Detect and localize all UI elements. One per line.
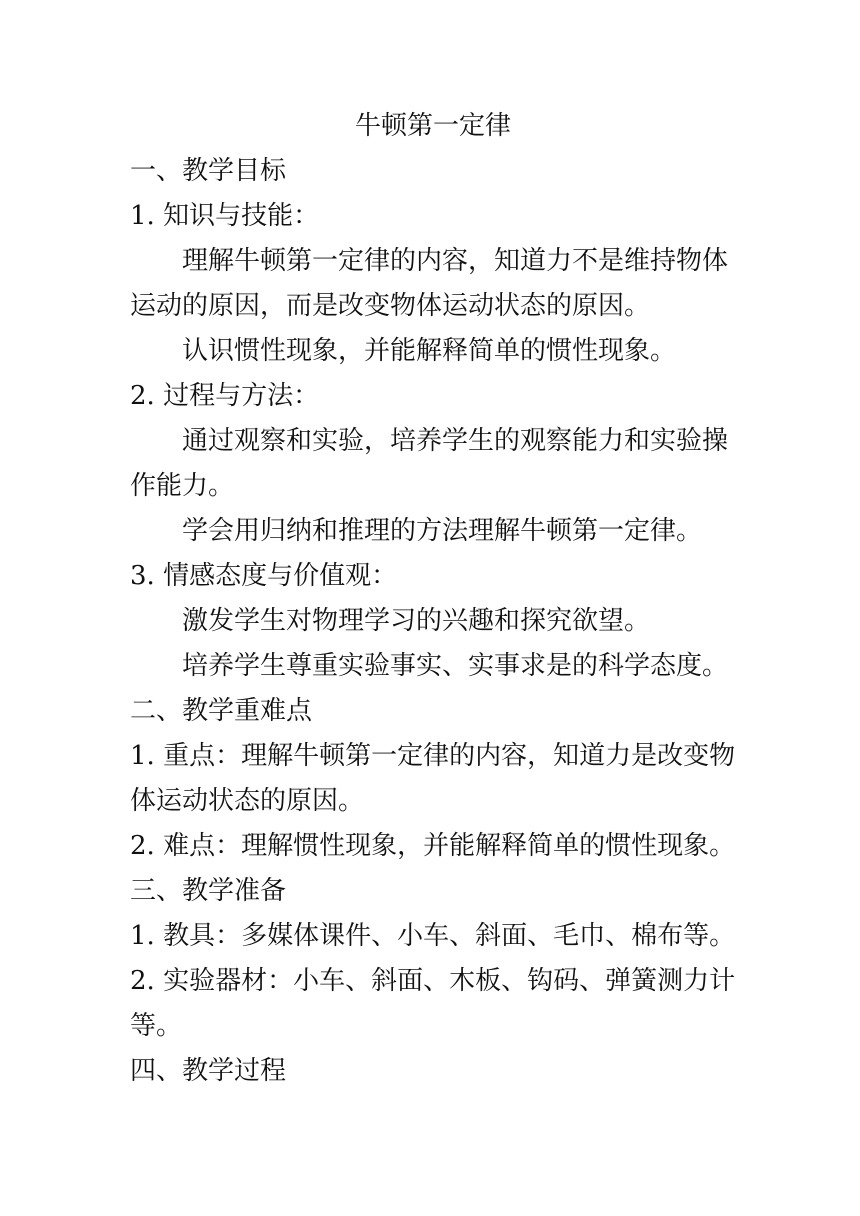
document-page <box>130 104 736 1094</box>
item-process-methods: 2. 过程与方法： <box>130 381 320 411</box>
paragraph-line: 等。 <box>130 1011 183 1041</box>
item-lab-equipment: 2. 实验器材：小车、斜面、木板、钩码、弹簧测力计 <box>130 966 736 996</box>
paragraph-line: 培养学生尊重实验事实、实事求是的科学态度。 <box>182 651 729 681</box>
item-knowledge-skills: 1. 知识与技能： <box>130 201 320 231</box>
item-key-point: 1. 重点：理解牛顿第一定律的内容，知道力是改变物 <box>130 741 736 771</box>
paragraph-line: 作能力。 <box>130 471 235 501</box>
item-difficult-point: 2. 难点：理解惯性现象，并能解释简单的惯性现象。 <box>130 831 736 861</box>
item-attitudes-values: 3. 情感态度与价值观： <box>130 561 398 591</box>
paragraph-line: 学会用归纳和推理的方法理解牛顿第一定律。 <box>182 516 703 546</box>
paragraph-line: 运动的原因，而是改变物体运动状态的原因。 <box>130 291 651 321</box>
section-heading-process: 四、教学过程 <box>130 1056 287 1086</box>
item-teaching-aids: 1. 教具：多媒体课件、小车、斜面、毛巾、棉布等。 <box>130 921 736 951</box>
paragraph-line: 认识惯性现象，并能解释简单的惯性现象。 <box>182 336 677 366</box>
paragraph-line: 理解牛顿第一定律的内容，知道力不是维持物体 <box>182 246 729 276</box>
document-title: 牛顿第一定律 <box>354 111 511 141</box>
section-heading-key-points: 二、教学重难点 <box>130 696 313 726</box>
paragraph-line: 通过观察和实验，培养学生的观察能力和实验操 <box>182 426 729 456</box>
section-heading-preparation: 三、教学准备 <box>130 876 287 906</box>
section-heading-objectives: 一、教学目标 <box>130 156 287 186</box>
paragraph-line: 体运动状态的原因。 <box>130 786 365 816</box>
paragraph-line: 激发学生对物理学习的兴趣和探究欲望。 <box>182 606 651 636</box>
